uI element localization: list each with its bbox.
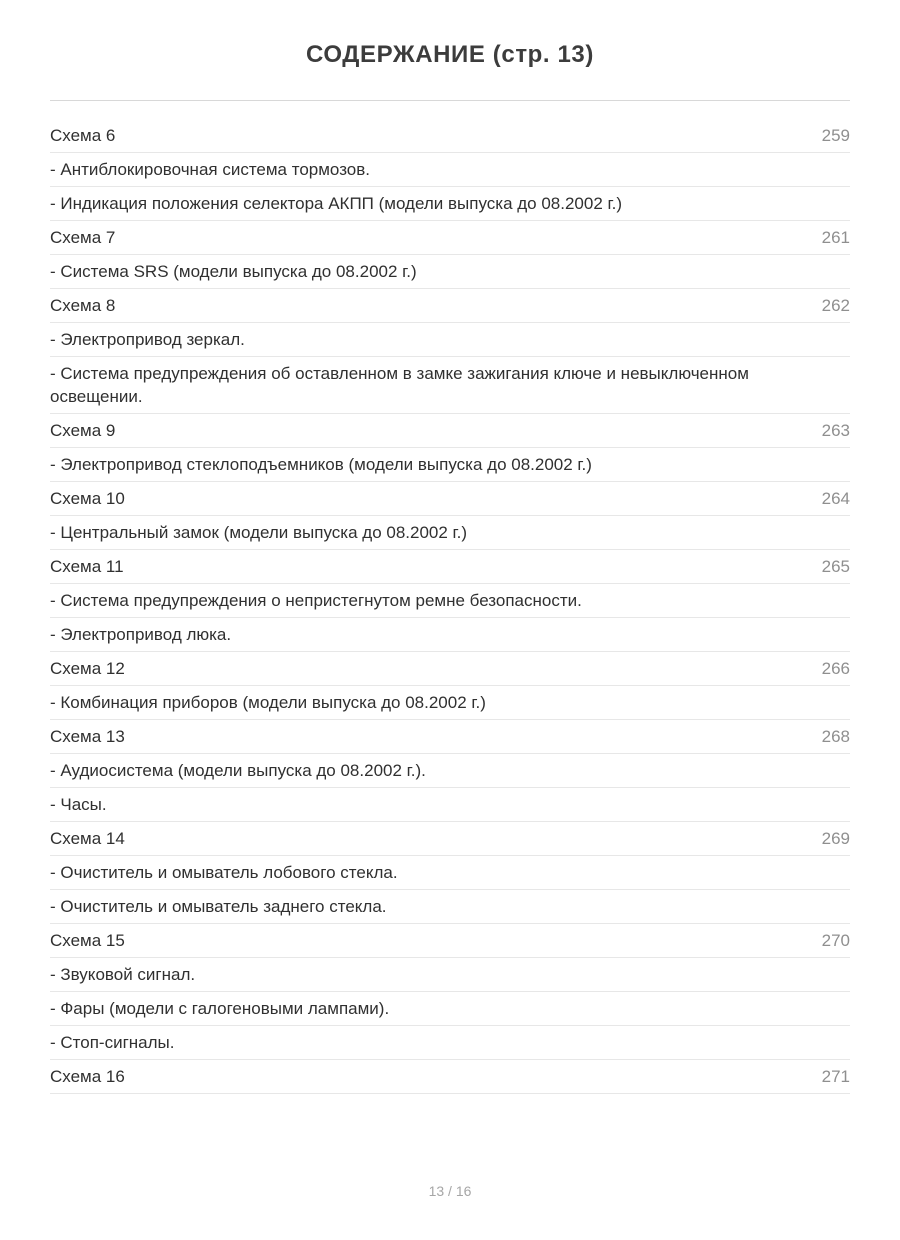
toc-entry-label: Схема 7 — [50, 228, 116, 247]
toc-entry-label: Схема 9 — [50, 421, 116, 440]
toc-row — [50, 187, 850, 221]
toc-row — [50, 516, 850, 550]
toc-entry-label: Схема 6 — [50, 126, 116, 145]
toc-row — [50, 448, 850, 482]
toc-entry-page: 259 — [821, 126, 850, 145]
toc-entry-label: Схема 16 — [50, 1067, 125, 1086]
toc-entry-page: 265 — [821, 557, 850, 576]
toc-entry-label: - Система SRS (модели выпуска до 08.2002 г.) — [50, 262, 417, 281]
toc-entry-label: - Очиститель и омыватель лобового стекла. — [50, 863, 398, 882]
page-number-indicator: 13 / 16 — [428, 1183, 472, 1199]
toc-row — [50, 720, 850, 754]
toc-row — [50, 255, 850, 289]
toc-row — [50, 584, 850, 618]
toc-row — [50, 890, 850, 924]
toc-entry-label: - Часы. — [50, 795, 107, 814]
toc-row — [50, 992, 850, 1026]
toc-entry-label: - Система предупреждения об оставленном в замке зажигания ключе и невыключенном освещении. — [50, 364, 749, 406]
toc-row — [50, 856, 850, 890]
toc-row — [50, 924, 850, 958]
toc-entry-label: Схема 11 — [50, 557, 124, 576]
toc-entry-page: 266 — [821, 659, 850, 678]
toc-entry-page: 271 — [821, 1067, 850, 1086]
toc-page — [0, 40, 900, 1094]
toc-entry-label: - Звуковой сигнал. — [50, 965, 196, 984]
toc-row — [50, 289, 850, 323]
toc-entry-label: Схема 8 — [50, 296, 116, 315]
toc-entry-label: Схема 15 — [50, 931, 125, 950]
toc-entry-label: - Электропривод зеркал. — [50, 330, 245, 349]
toc-row — [50, 221, 850, 255]
page-title: СОДЕРЖАНИЕ (стр. 13) — [306, 41, 594, 68]
toc-row — [50, 482, 850, 516]
toc-entry-label: Схема 10 — [50, 489, 125, 508]
toc-row — [50, 119, 850, 153]
toc-row — [50, 788, 850, 822]
toc-entry-label: - Очиститель и омыватель заднего стекла. — [50, 897, 387, 916]
toc-row — [50, 550, 850, 584]
toc-entry-label: - Электропривод люка. — [50, 625, 232, 644]
toc-entry-label: - Индикация положения селектора АКПП (модели выпуска до 08.2002 г.) — [50, 194, 623, 213]
toc-entry-page: 262 — [821, 296, 850, 315]
toc-entry-label: - Электропривод стеклоподъемников (модели выпуска до 08.2002 г.) — [50, 455, 592, 474]
toc-entry-label: - Центральный замок (модели выпуска до 08.2002 г.) — [50, 523, 468, 542]
toc-entry-label: - Аудиосистема (модели выпуска до 08.2002 г.). — [50, 761, 426, 780]
toc-entry-label: - Стоп-сигналы. — [50, 1033, 175, 1052]
toc-row — [50, 357, 850, 414]
toc-entry-label: Схема 12 — [50, 659, 125, 678]
toc-row — [50, 323, 850, 357]
toc-entry-label: - Антиблокировочная система тормозов. — [50, 160, 371, 179]
toc-row — [50, 153, 850, 187]
toc-entry-page: 270 — [821, 931, 850, 950]
toc-row — [50, 822, 850, 856]
toc-row — [50, 1060, 850, 1094]
toc-row — [50, 618, 850, 652]
toc-entry-label: Схема 13 — [50, 727, 125, 746]
toc-row — [50, 414, 850, 448]
toc-entry-label: - Фары (модели с галогеновыми лампами). — [50, 999, 390, 1018]
toc-list — [50, 119, 850, 1094]
toc-entry-label: - Комбинация приборов (модели выпуска до 08.2002 г.) — [50, 693, 486, 712]
title-divider — [50, 100, 850, 101]
toc-row — [50, 1026, 850, 1060]
toc-row — [50, 652, 850, 686]
toc-entry-page: 268 — [821, 727, 850, 746]
toc-entry-page: 264 — [821, 489, 850, 508]
toc-row — [50, 754, 850, 788]
toc-entry-label: - Система предупреждения о непристегнутом ремне безопасности. — [50, 591, 582, 610]
toc-entry-label: Схема 14 — [50, 829, 125, 848]
toc-entry-page: 261 — [821, 228, 850, 247]
toc-row — [50, 686, 850, 720]
toc-entry-page: 269 — [821, 829, 850, 848]
toc-row — [50, 958, 850, 992]
toc-entry-page: 263 — [821, 421, 850, 440]
